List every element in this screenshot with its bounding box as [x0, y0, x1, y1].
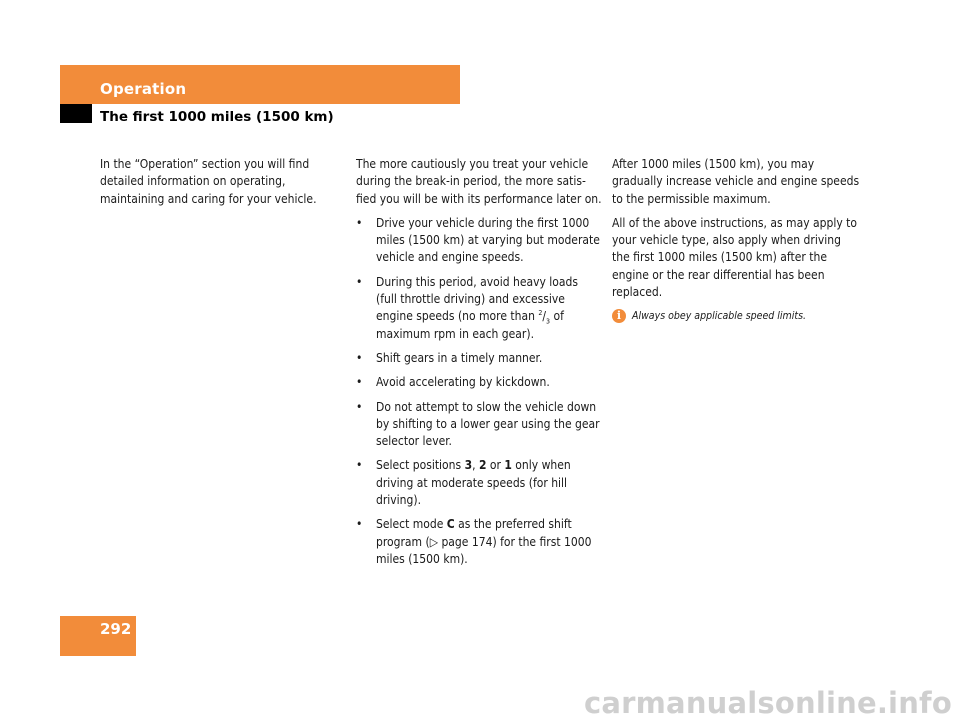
info-note	[612, 308, 862, 325]
page-reference-link: page 174) for the first 1000 miles (1500 km).	[376, 534, 592, 566]
bullet-icon: •	[356, 399, 363, 414]
page-reference-arrow-icon: ▷	[429, 534, 439, 549]
list-item: • Select positions 3, 2 or 1 only when driving at moderate speeds (for hill driving).	[356, 458, 571, 508]
bullet-icon: •	[356, 517, 363, 532]
list-item: • Select mode C as the preferred shift program (▷ page 174) for the first 1000 miles (1500 km).	[356, 517, 592, 566]
intro-paragraph: In the “Operation” section you will find detailed information on operating, maintaining and caring for your vehicle.	[100, 157, 317, 206]
info-note-text: Always obey applicable speed limits.	[632, 310, 806, 323]
section-tab-marker	[60, 104, 92, 123]
column-2	[356, 156, 602, 575]
after-breakin-paragraph: After 1000 miles (1500 km), you may gradually increase vehicle and engine speeds to the permissible maximum.	[612, 157, 860, 206]
list-item: • During this period, avoid heavy loads (full throttle driving) and excessive engine speeds (no more than $^2/_3$ of maximum rpm in each gear).	[356, 274, 578, 341]
bullet-icon: •	[356, 458, 363, 473]
watermark: carmanualsonline.info	[583, 686, 952, 720]
column-1	[100, 156, 340, 215]
breakin-paragraph: The more cautiously you treat your vehicle during the break-in period, the more satis-fied you will be with its performance later on.	[356, 157, 602, 206]
page-number: 292	[100, 620, 132, 638]
info-icon: i	[612, 309, 626, 323]
bullet-icon: •	[356, 350, 363, 365]
breakin-list	[356, 215, 602, 568]
list-item: • Do not attempt to slow the vehicle down by shifting to a lower gear using the gear selector lever.	[356, 399, 600, 449]
replacement-paragraph: All of the above instructions, as may apply to your vehicle type, also apply when driving the first 1000 miles (1500 km) after the engine or the rear differential has been replaced.	[612, 215, 857, 300]
column-3	[612, 156, 862, 325]
bullet-icon: •	[356, 215, 363, 230]
list-item: • Drive your vehicle during the first 1000 miles (1500 km) at varying but moderate vehicle and engine speeds.	[356, 215, 600, 265]
section-title: Operation	[100, 80, 187, 98]
list-item: • Avoid accelerating by kickdown.	[356, 374, 602, 391]
list-item: • Shift gears in a timely manner.	[356, 350, 602, 367]
bullet-icon: •	[356, 375, 363, 390]
page-subtitle: The first 1000 miles (1500 km)	[100, 109, 334, 125]
bullet-icon: •	[356, 274, 363, 289]
